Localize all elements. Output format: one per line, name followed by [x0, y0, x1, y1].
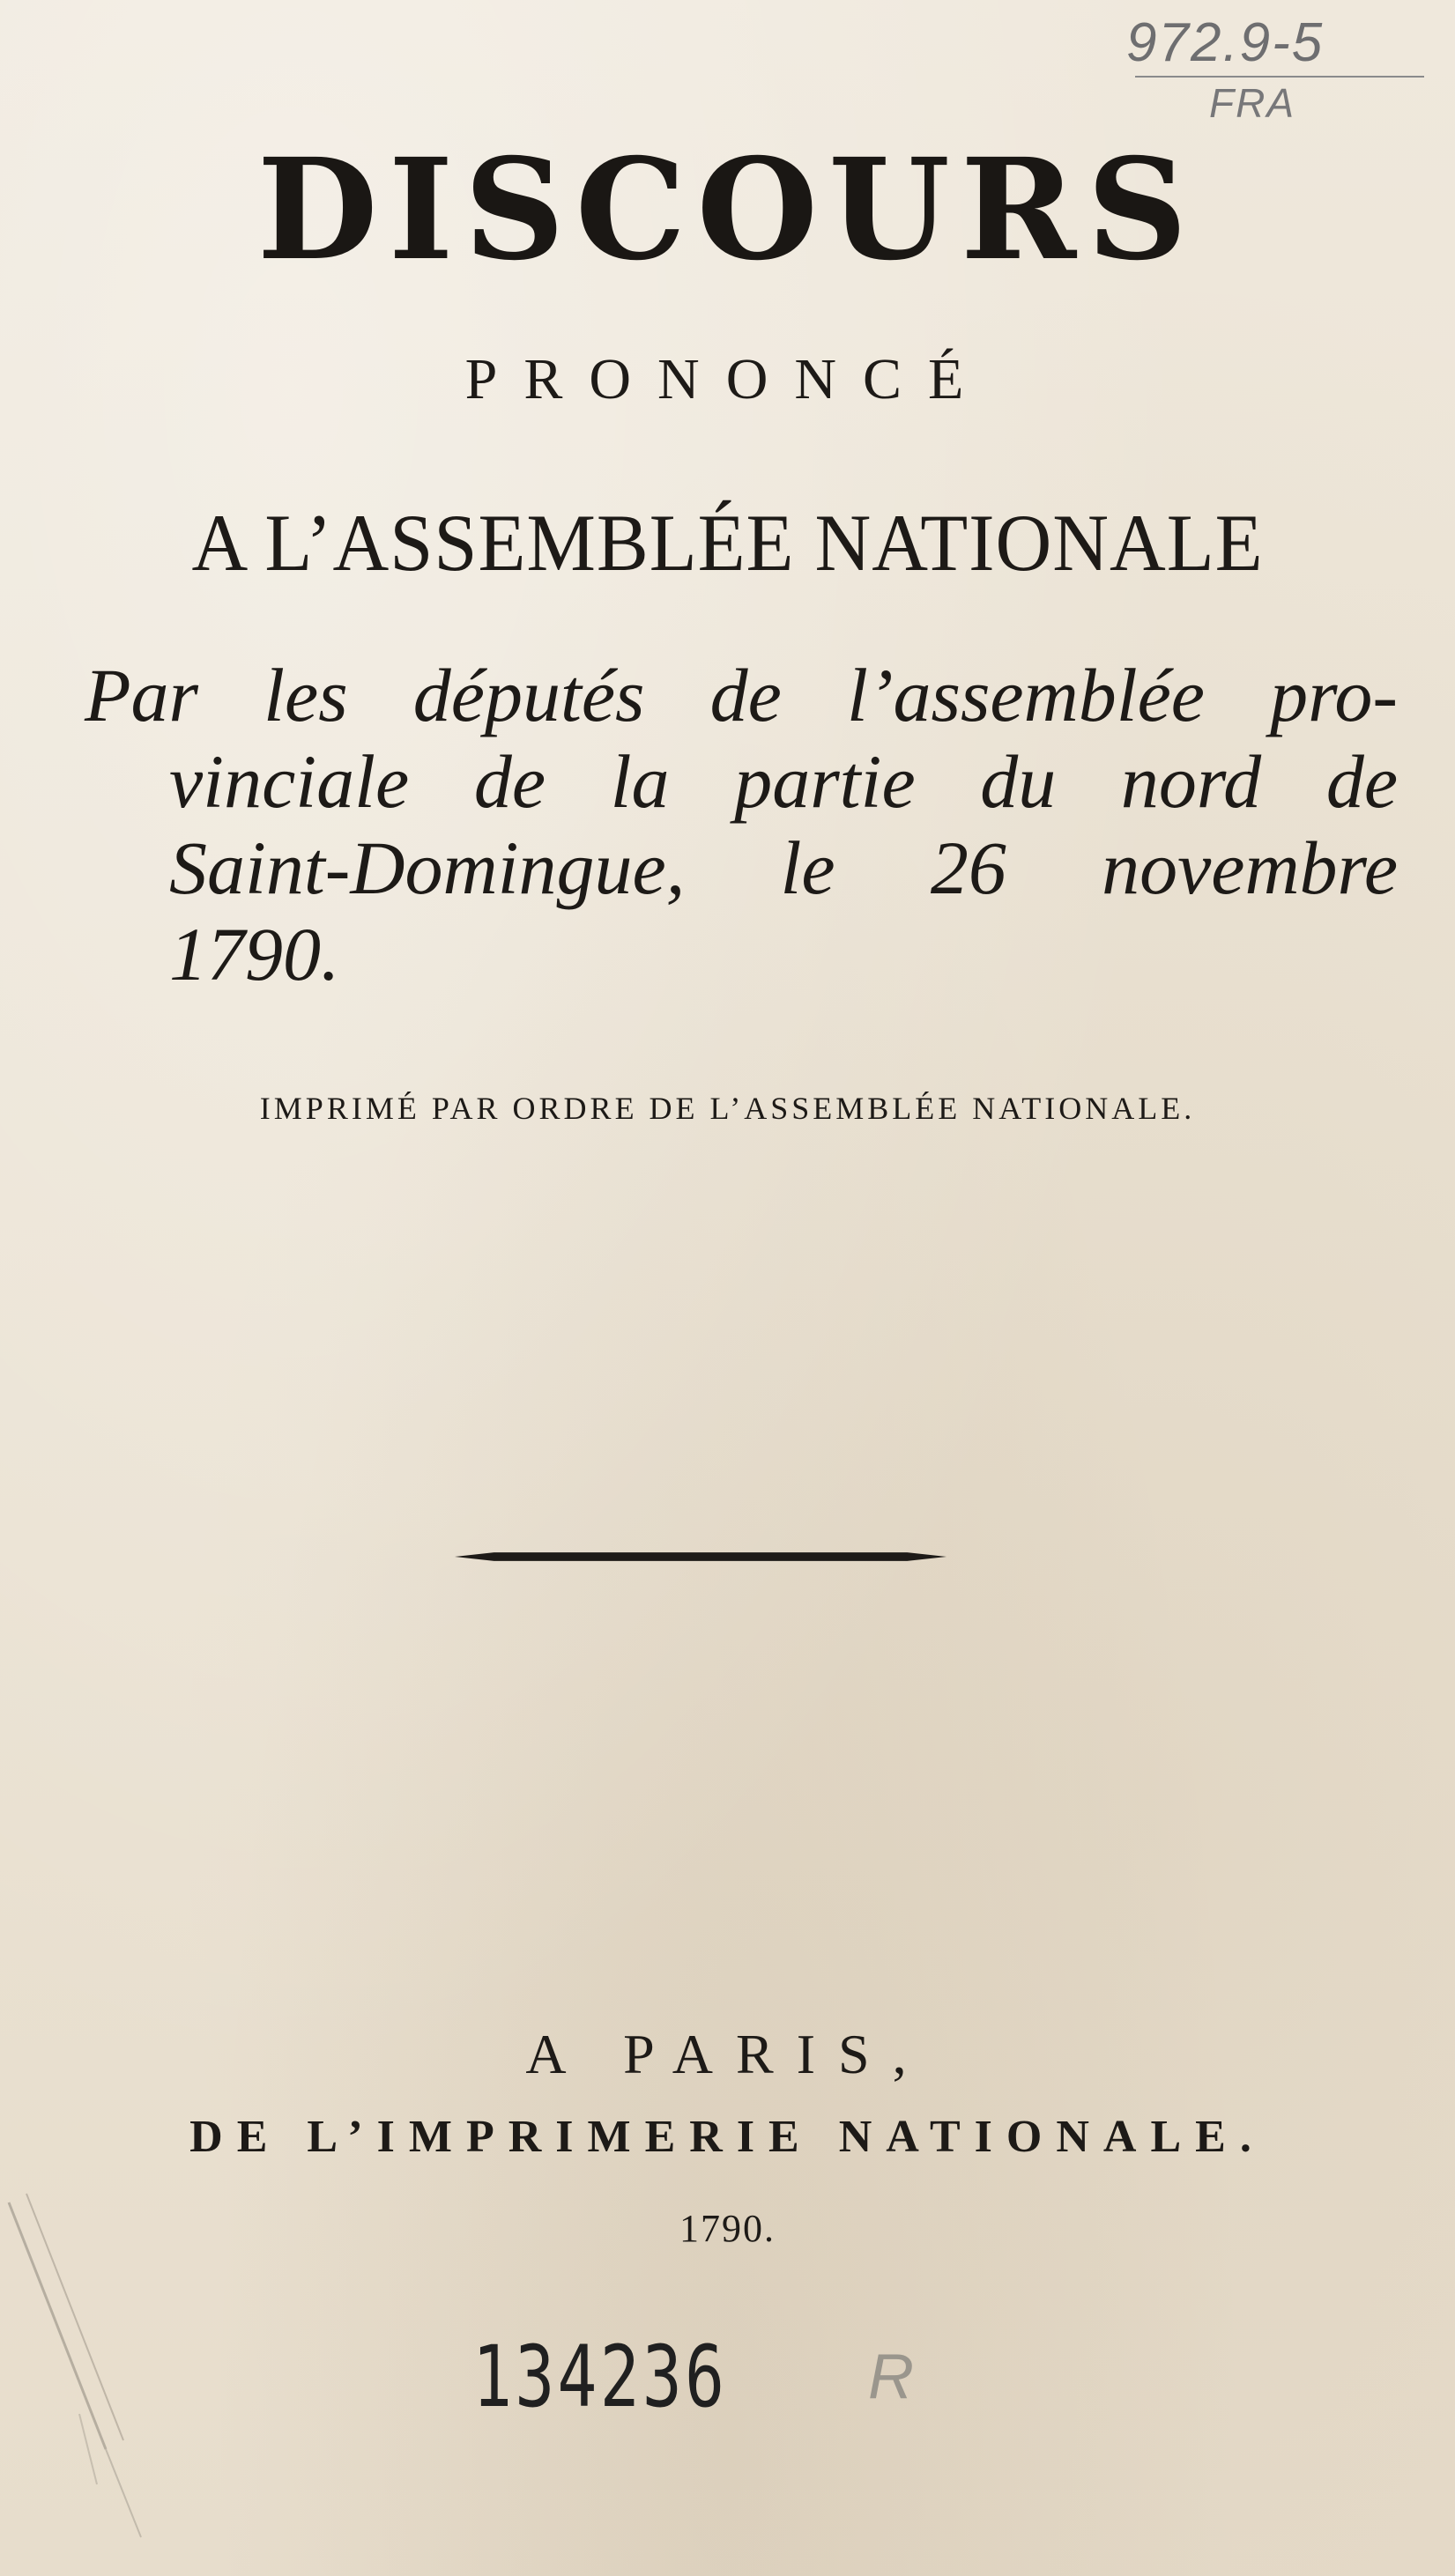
imprint-year: 1790.	[679, 2207, 776, 2250]
document-title: DISCOURS	[256, 129, 1199, 292]
call-number-annotation: 972.9-5	[1126, 12, 1325, 73]
inventory-mark: R	[868, 2342, 914, 2412]
inventory-number-stamp: 134236	[472, 2328, 728, 2426]
byline-line: vinciale de la partie du nord de	[169, 739, 1398, 824]
imprint-place: A PARIS,	[525, 2023, 930, 2085]
imprint-printer: DE L’IMPRIMERIE NATIONALE.	[189, 2112, 1266, 2162]
byline-paragraph	[85, 652, 1398, 997]
location-code-annotation: FRA	[1209, 80, 1295, 126]
byline-line: Saint-Domingue, le 26 novembre	[169, 825, 1398, 910]
call-number-underline	[1135, 76, 1424, 78]
pencil-marks	[0, 2185, 212, 2555]
byline-line: 1790.	[169, 912, 340, 996]
document-subtitle: PRONONCÉ	[464, 347, 991, 411]
assembly-heading: A L’ASSEMBLÉE NATIONALE	[191, 498, 1264, 588]
ornamental-rule	[455, 1551, 946, 1563]
printing-order-note: IMPRIMÉ PAR ORDRE DE L’ASSEMBLÉE NATIONALE.	[259, 1091, 1196, 1126]
byline-line: Par les députés de l’assemblée pro-	[85, 653, 1398, 737]
